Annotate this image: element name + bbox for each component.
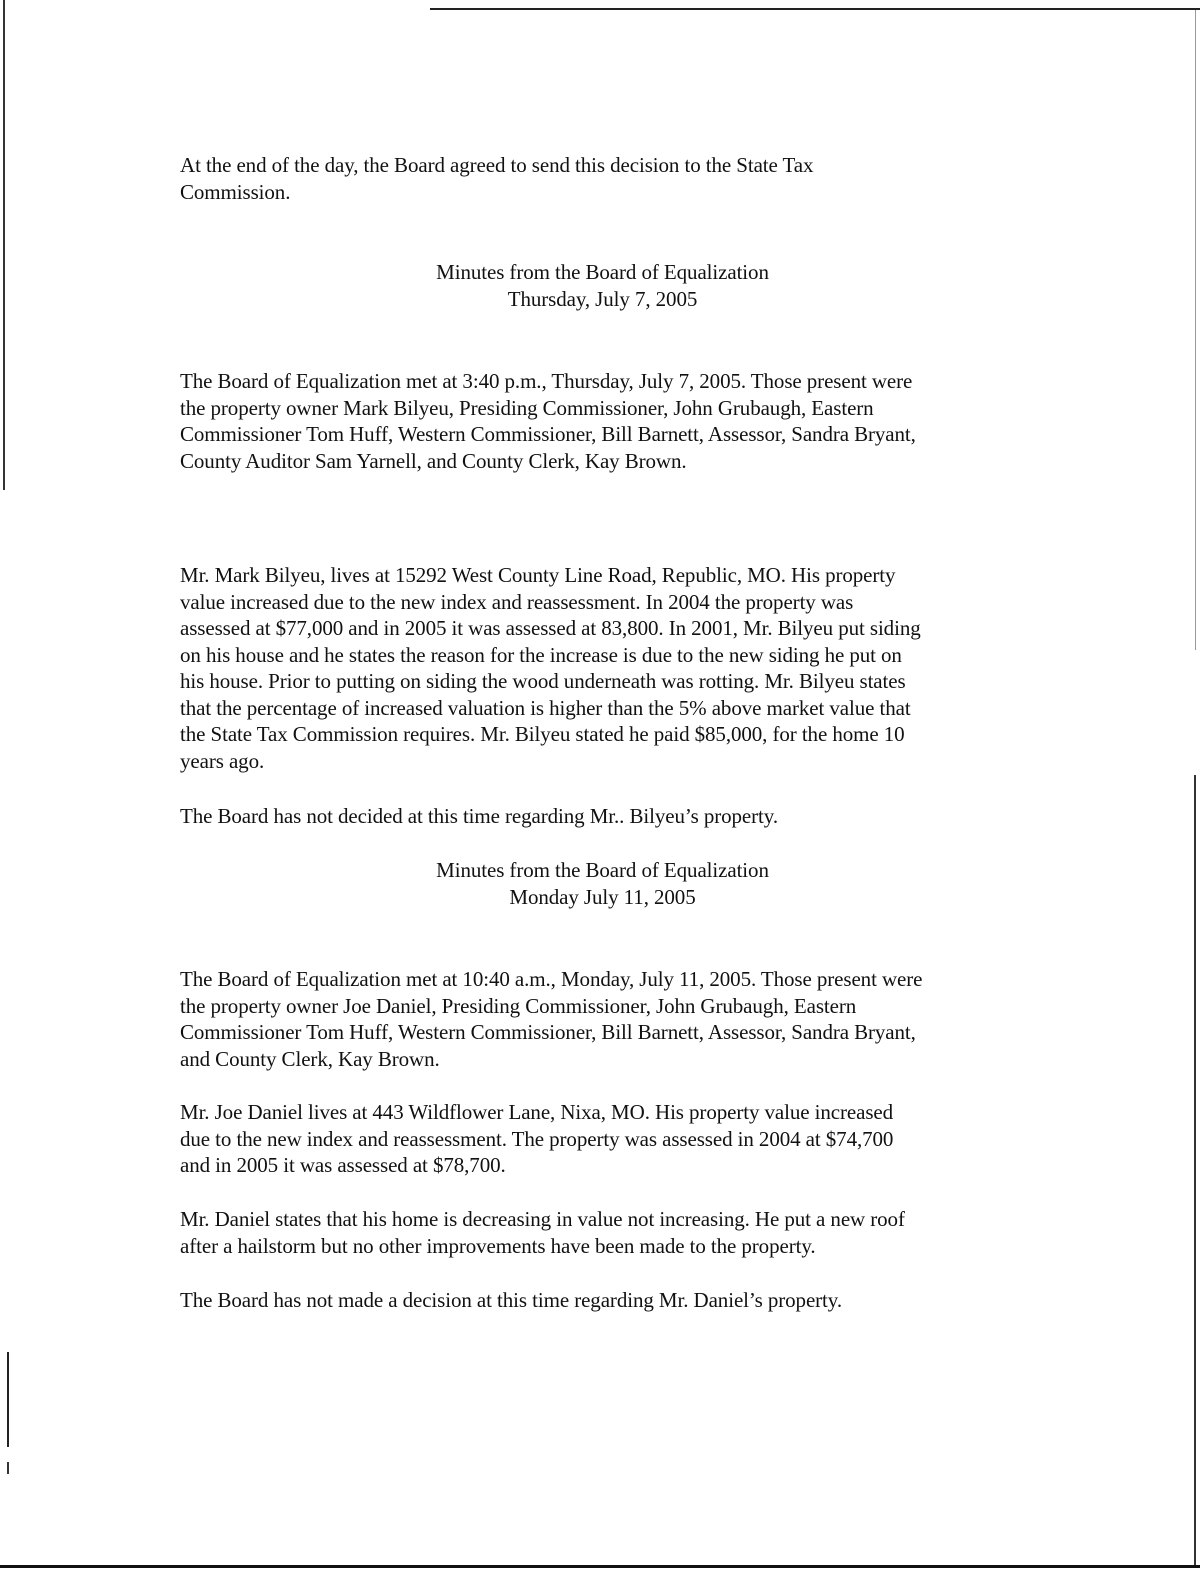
scan-edge-right bbox=[1194, 775, 1196, 1565]
section1-decision-paragraph bbox=[180, 803, 778, 830]
scan-edge-left bbox=[3, 0, 5, 490]
paragraph-line: on his house and he states the reason for the increase is due to the new siding he put on bbox=[180, 642, 902, 667]
paragraph-line: Commissioner Tom Huff, Western Commissioner, Bill Barnett, Assessor, Sandra Bryant, bbox=[180, 1020, 916, 1044]
section1-attendance-paragraph bbox=[180, 368, 916, 474]
scan-margin-mark bbox=[7, 1352, 9, 1447]
paragraph-line: due to the new index and reassessment. The property was assessed in 2004 at $74,700 bbox=[180, 1126, 894, 1151]
paragraph-line: his house. Prior to putting on siding the wood underneath was rotting. Mr. Bilyeu states bbox=[180, 669, 906, 693]
paragraph-line: Commissioner Tom Huff, Western Commissioner, Bill Barnett, Assessor, Sandra Bryant, bbox=[180, 422, 916, 446]
paragraph-line: after a hailstorm but no other improvements have been made to the property. bbox=[180, 1233, 816, 1258]
paragraph-line: The Board of Equalization met at 3:40 p.m., Thursday, July 7, 2005. Those present were bbox=[180, 369, 913, 393]
section2-decision: The Board has not made a decision at this time regarding Mr. Daniel’s property. bbox=[180, 1288, 842, 1312]
paragraph-line: Mr. Daniel states that his home is decreasing in value not increasing. He put a new roof bbox=[180, 1207, 905, 1231]
section2-heading: Minutes from the Board of Equalization bbox=[436, 858, 769, 882]
intro-line: At the end of the day, the Board agreed to send this decision to the State Tax bbox=[180, 153, 814, 177]
paragraph-line: and in 2005 it was assessed at $78,700. bbox=[180, 1153, 506, 1177]
scan-edge-top bbox=[430, 8, 1200, 10]
scan-edge-right-upper bbox=[1195, 10, 1196, 650]
section2-statement-paragraph bbox=[180, 1206, 905, 1259]
section1-decision: The Board has not decided at this time regarding Mr.. Bilyeu’s property. bbox=[180, 804, 778, 828]
paragraph-line: Mr. Joe Daniel lives at 443 Wildflower Lane, Nixa, MO. His property value increased bbox=[180, 1100, 894, 1124]
intro-line: Commission. bbox=[180, 179, 291, 204]
paragraph-line: value increased due to the new index and reassessment. In 2004 the property was bbox=[180, 589, 854, 614]
paragraph-line: the property owner Joe Daniel, Presiding Commissioner, John Grubaugh, Eastern bbox=[180, 993, 857, 1018]
paragraph-line: Mr. Mark Bilyeu, lives at 15292 West County Line Road, Republic, MO. His property bbox=[180, 563, 896, 587]
section2-heading-block bbox=[180, 857, 1025, 910]
paragraph-line: and County Clerk, Kay Brown. bbox=[180, 1046, 440, 1071]
intro-paragraph bbox=[180, 152, 813, 205]
paragraph-line: years ago. bbox=[180, 748, 265, 773]
scan-margin-dot bbox=[7, 1462, 9, 1474]
section2-date: Monday July 11, 2005 bbox=[509, 884, 696, 909]
paragraph-line: the State Tax Commission requires. Mr. Bilyeu stated he paid $85,000, for the home 10 bbox=[180, 722, 905, 746]
section1-testimony-paragraph bbox=[180, 562, 921, 774]
section2-attendance-paragraph bbox=[180, 966, 922, 1072]
paragraph-line: that the percentage of increased valuation is higher than the 5% above market value that bbox=[180, 695, 911, 720]
section1-heading: Minutes from the Board of Equalization bbox=[436, 260, 769, 284]
section2-property-paragraph bbox=[180, 1099, 893, 1179]
section2-decision-paragraph bbox=[180, 1287, 842, 1314]
scan-edge-bottom bbox=[0, 1565, 1200, 1568]
section1-date: Thursday, July 7, 2005 bbox=[507, 286, 698, 311]
paragraph-line: The Board of Equalization met at 10:40 a.m., Monday, July 11, 2005. Those present were bbox=[180, 967, 923, 991]
section1-heading-block bbox=[180, 259, 1025, 312]
paragraph-line: the property owner Mark Bilyeu, Presiding Commissioner, John Grubaugh, Eastern bbox=[180, 395, 874, 420]
paragraph-line: County Auditor Sam Yarnell, and County Clerk, Kay Brown. bbox=[180, 448, 687, 473]
paragraph-line: assessed at $77,000 and in 2005 it was assessed at 83,800. In 2001, Mr. Bilyeu put siding bbox=[180, 616, 921, 640]
